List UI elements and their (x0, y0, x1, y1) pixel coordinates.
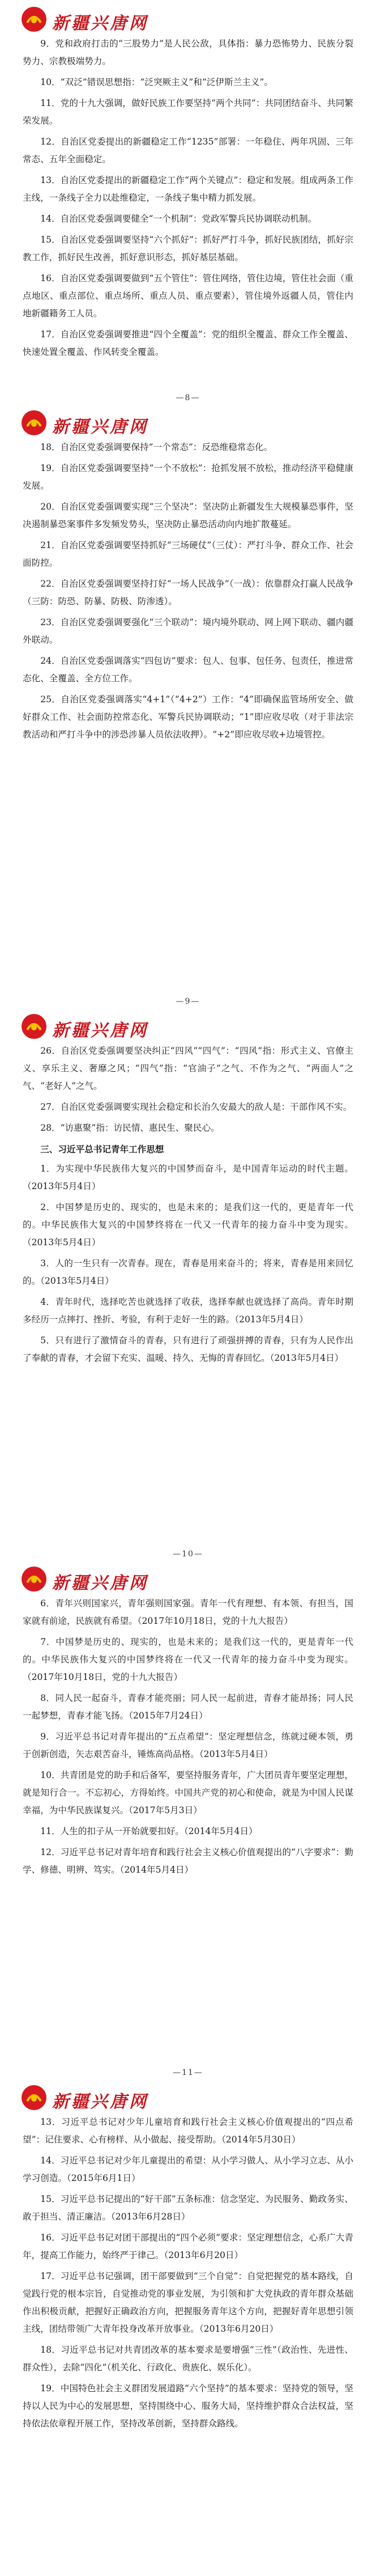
paragraph: 19．自治区党委强调要坚持“一个不放松”：抢抓发展不放松，推动经济平稳健康发展。 (23, 463, 353, 491)
page-number: —11— (173, 2068, 203, 2077)
paragraph: 14．自治区党委强调要健全“一个机制”：党政军警兵民协调联动机制。 (40, 214, 317, 224)
party-emblem-icon (20, 1565, 48, 1593)
page-number: —8— (176, 393, 200, 402)
paragraph: 19．中国特色社会主义群团发展道路“六个坚持”的基本要求：坚持党的领导，坚持以人民为中心的发展思想，坚持围绕中心、服务大局，坚持维护群众合法权益，坚持依法依章程开展工作，坚持改革创新，坚持群众路线。 (23, 2383, 353, 2429)
paragraph: 17．自治区党委强调要推进“四个全覆盖”：党的组织全覆盖、群众工作全覆盖、快速处置全覆盖、作风转变全覆盖。 (23, 329, 353, 357)
section-body (0, 2114, 376, 2433)
paragraph: 9．习近平总书记对青年提出的“五点希望”：坚定理想信念，练就过硬本领，勇于创新创造，矢志艰苦奋斗，锤炼高尚品格。（2013年5月4日） (23, 1732, 353, 1759)
paragraph: 15．习近平总书记提出的“好干部”五条标准：信念坚定、为民服务、勤政务实、敢于担当、清正廉洁。（2013年6月28日） (23, 2194, 353, 2222)
paragraph: 17．习近平总书记强调，团干部要做到“三个自觉”：自觉把握党的基本路线，自觉践行党的根本宗旨，自觉推动党的事业发展，为引领和扩大党执政的青年群众基础作出积极贡献，把握好正确政治方向，把握服务青年这个方向，把握好青年思想引领主线，团结带领广大青年投身改革开放事业。（2013年6月20日） (23, 2271, 353, 2334)
brand-logo-text: 新疆兴唐网 (52, 1573, 148, 1593)
section-body (0, 1042, 376, 1367)
paragraph: 18．习近平总书记对共青团改革的基本要求是要增强“三性”（政治性、先进性、群众性），去除“四化”（机关化、行政化、贵族化、娱乐化）。 (23, 2345, 353, 2373)
paragraph: 14．习近平总书记对少年儿童提出的希望：从小学习做人、从小学习立志、从小学习创造。（2015年6月1日） (23, 2155, 353, 2183)
paragraph: 2．中国梦是历史的、现实的，也是未来的；是我们这一代的，更是青年一代的。中华民族伟大复兴的中国梦终将在一代又一代青年的接力奋斗中变为现实。（2013年5月4日） (23, 1202, 353, 1247)
page-banner (0, 3, 376, 35)
brand-logo-text: 新疆兴唐网 (52, 2092, 148, 2112)
paragraph: 16．习近平总书记对团干部提出的“四个必须”要求：坚定理想信念，心系广大青年，提高工作能力，始终严于律己。（2013年6月20日） (23, 2233, 353, 2260)
paragraph: 4．青年时代，选择吃苦也就选择了收获，选择奉献也就选择了高尚。青年时期多经历一点摔打、挫折、考验，有利于走好一生的路。（2013年5月4日） (23, 1297, 353, 1325)
paragraph: 3．人的一生只有一次青春。现在，青春是用来奋斗的；将来，青春是用来回忆的。（2013年5月4日） (23, 1258, 353, 1286)
section-heading: 三、习近平总书记青年工作思想 (40, 1144, 164, 1155)
page-banner (0, 1011, 376, 1042)
paragraph: 11．党的十九大强调，做好民族工作要坚持“两个共同”：共同团结奋斗、共同繁荣发展。 (23, 98, 353, 126)
paragraph: 13．自治区党委提出的新疆稳定工作“两个关键点”：稳定和发展。组成两条工作主线，一条线子全力以赴维稳定，一条线子集中精力抓发展。 (23, 175, 353, 203)
page-banner (0, 407, 376, 439)
page-number: —9— (176, 997, 200, 1006)
paragraph: 27．自治区党委强调要实现社会稳定和长治久安最大的敌人是：干部作风不实。 (40, 1102, 352, 1112)
page-1 (0, 0, 376, 391)
paragraph: 1．为实现中华民族伟大复兴的中国梦而奋斗，是中国青年运动的时代主题。（2013年5月4日） (23, 1164, 353, 1191)
paragraph: 6．青年兴则国家兴，青年强则国家强。青年一代有理想、有本领、有担当，国家就有前途，民族就有希望。（2017年10月18日，党的十九大报告） (23, 1598, 353, 1626)
paragraph: 12．习近平总书记对青年培育和践行社会主义核心价值观提出的“八字要求”：勤学、修德、明辨、笃实。（2014年5月4日） (23, 1847, 353, 1875)
paragraph: 24．自治区党委强调落实“四包访”要求：包人、包事、包任务、包责任，推进常态化、全覆盖、全方位工作。 (23, 656, 353, 684)
page-banner (0, 2082, 376, 2114)
paragraph: 26．自治区党委强调要坚决纠正“四风”“四气”：“四风”指：形式主义、官僚主义、享乐主义、奢靡之风；“四气”指：“官油子”之气、不作为之气、“两面人”之气、“老好人”之气。 (23, 1046, 353, 1091)
paragraph: 21．自治区党委强调要坚持抓好“三场硬仗”（三仗）：严打斗争、群众工作、社会面防控。 (23, 540, 353, 568)
party-emblem-icon (20, 6, 48, 33)
paragraph: 23．自治区党委强调要强化“三个联动”：境内境外联动、网上网下联动、疆内疆外联动。 (23, 617, 353, 645)
paragraph: 8．同人民一起奋斗，青春才能亮丽；同人民一起前进，青春才能昂扬；同人民一起梦想，青春才能飞扬。（2015年7月24日） (23, 1693, 353, 1721)
party-emblem-icon (20, 1013, 48, 1040)
section-body (0, 1595, 376, 1879)
paragraph: 10．“双泛”错误思想指：“泛突厥主义”和“泛伊斯兰主义”。 (40, 77, 273, 87)
page-2 (0, 391, 376, 995)
party-emblem-icon (20, 2084, 48, 2111)
paragraph: 5．只有进行了激情奋斗的青春，只有进行了顽强拼搏的青春，只有为人民作出了奉献的青春，才会留下充实、温暖、持久、无悔的青春回忆。（2013年5月4日） (23, 1335, 353, 1363)
paragraph: 18．自治区党委强调要保持“一个常态”：反恐维稳常态化。 (40, 442, 273, 452)
brand-logo-text: 新疆兴唐网 (52, 14, 148, 33)
paragraph: 28．“访惠聚”指：访民情、惠民生、聚民心。 (40, 1123, 220, 1133)
paragraph: 9．党和政府打击的“三股势力”是人民公敌，具体指：暴力恐怖势力、民族分裂势力、宗教极端势力。 (23, 39, 353, 66)
section-body (0, 35, 376, 361)
paragraph: 7．中国梦是历史的、现实的，也是未来的；是我们这一代的，更是青年一代的。中华民族伟大复兴的中国梦终将在一代又一代青年的接力奋斗中变为现实。（2017年10月18日，党的十九大报告） (23, 1637, 353, 1682)
paragraph: 15．自治区党委强调要坚持“六个抓好”：抓好严打斗争，抓好民族团结，抓好宗教工作，抓好民生改善，抓好意识形态，抓好基层基础。 (23, 235, 353, 262)
paragraph: 12．自治区党委提出的新疆稳定工作“1235”部署：一年稳住、两年巩固、三年常态、五年全面稳定。 (23, 137, 353, 164)
paragraph: 22．自治区党委强调要坚持打好“一场人民战争”（一战）：依靠群众打赢人民战争（三防：防恐、防暴、防极、防渗透）。 (23, 579, 353, 606)
paragraph: 20．自治区党委强调要实现“三个坚决”：坚决防止新疆发生大规模暴恐事件，坚决遏制暴恐案事件多发频发势头，坚决防止暴恐活动向内地扩散蔓延。 (23, 502, 353, 529)
brand-logo-text: 新疆兴唐网 (52, 417, 148, 437)
page-number: —10— (173, 1550, 203, 1559)
paragraph: 13．习近平总书记对少年儿童培育和践行社会主义核心价值观提出的“四点希望”：记住要求、心有榜样、从小做起、接受帮助。（2014年5月30日） (23, 2117, 353, 2145)
page-banner (0, 1563, 376, 1595)
party-emblem-icon (20, 409, 48, 436)
paragraph: 16．自治区党委强调要做到“五个管住”：管住网络，管住边境，管住社会面（重点地区、重点部位、重点场所、重点人员、重点要素），管住境外返疆人员，管住内地新疆籍务工人员。 (23, 273, 353, 319)
paragraph: 11．人生的扣子从一开始就要扣好。（2014年5月4日） (40, 1826, 258, 1836)
paragraph: 25．自治区党委强调落实“4+1”（“4+2”）工作：“4”即确保监管场所安全、做好群众工作、社会面防控常态化、军警兵民协调联动；“1”即应收尽收（对于非法宗教活动和严打斗争中的涉恐涉暴人员依法收押）。“+2”即应收尽收+边境管控。 (23, 694, 353, 740)
paragraph: 10．共青团是党的助手和后备军，要坚持服务青年，广大团员青年要坚定理想，就是知行合一。不忘初心，方得始终。中国共产党的初心和使命，就是为中国人民谋幸福，为中华民族谋复兴。（2017年5月3日） (23, 1770, 353, 1815)
brand-logo-text: 新疆兴唐网 (52, 1021, 148, 1041)
page-4 (0, 1547, 376, 2066)
page-5 (0, 2066, 376, 2576)
section-body (0, 439, 376, 744)
page-3 (0, 995, 376, 1547)
